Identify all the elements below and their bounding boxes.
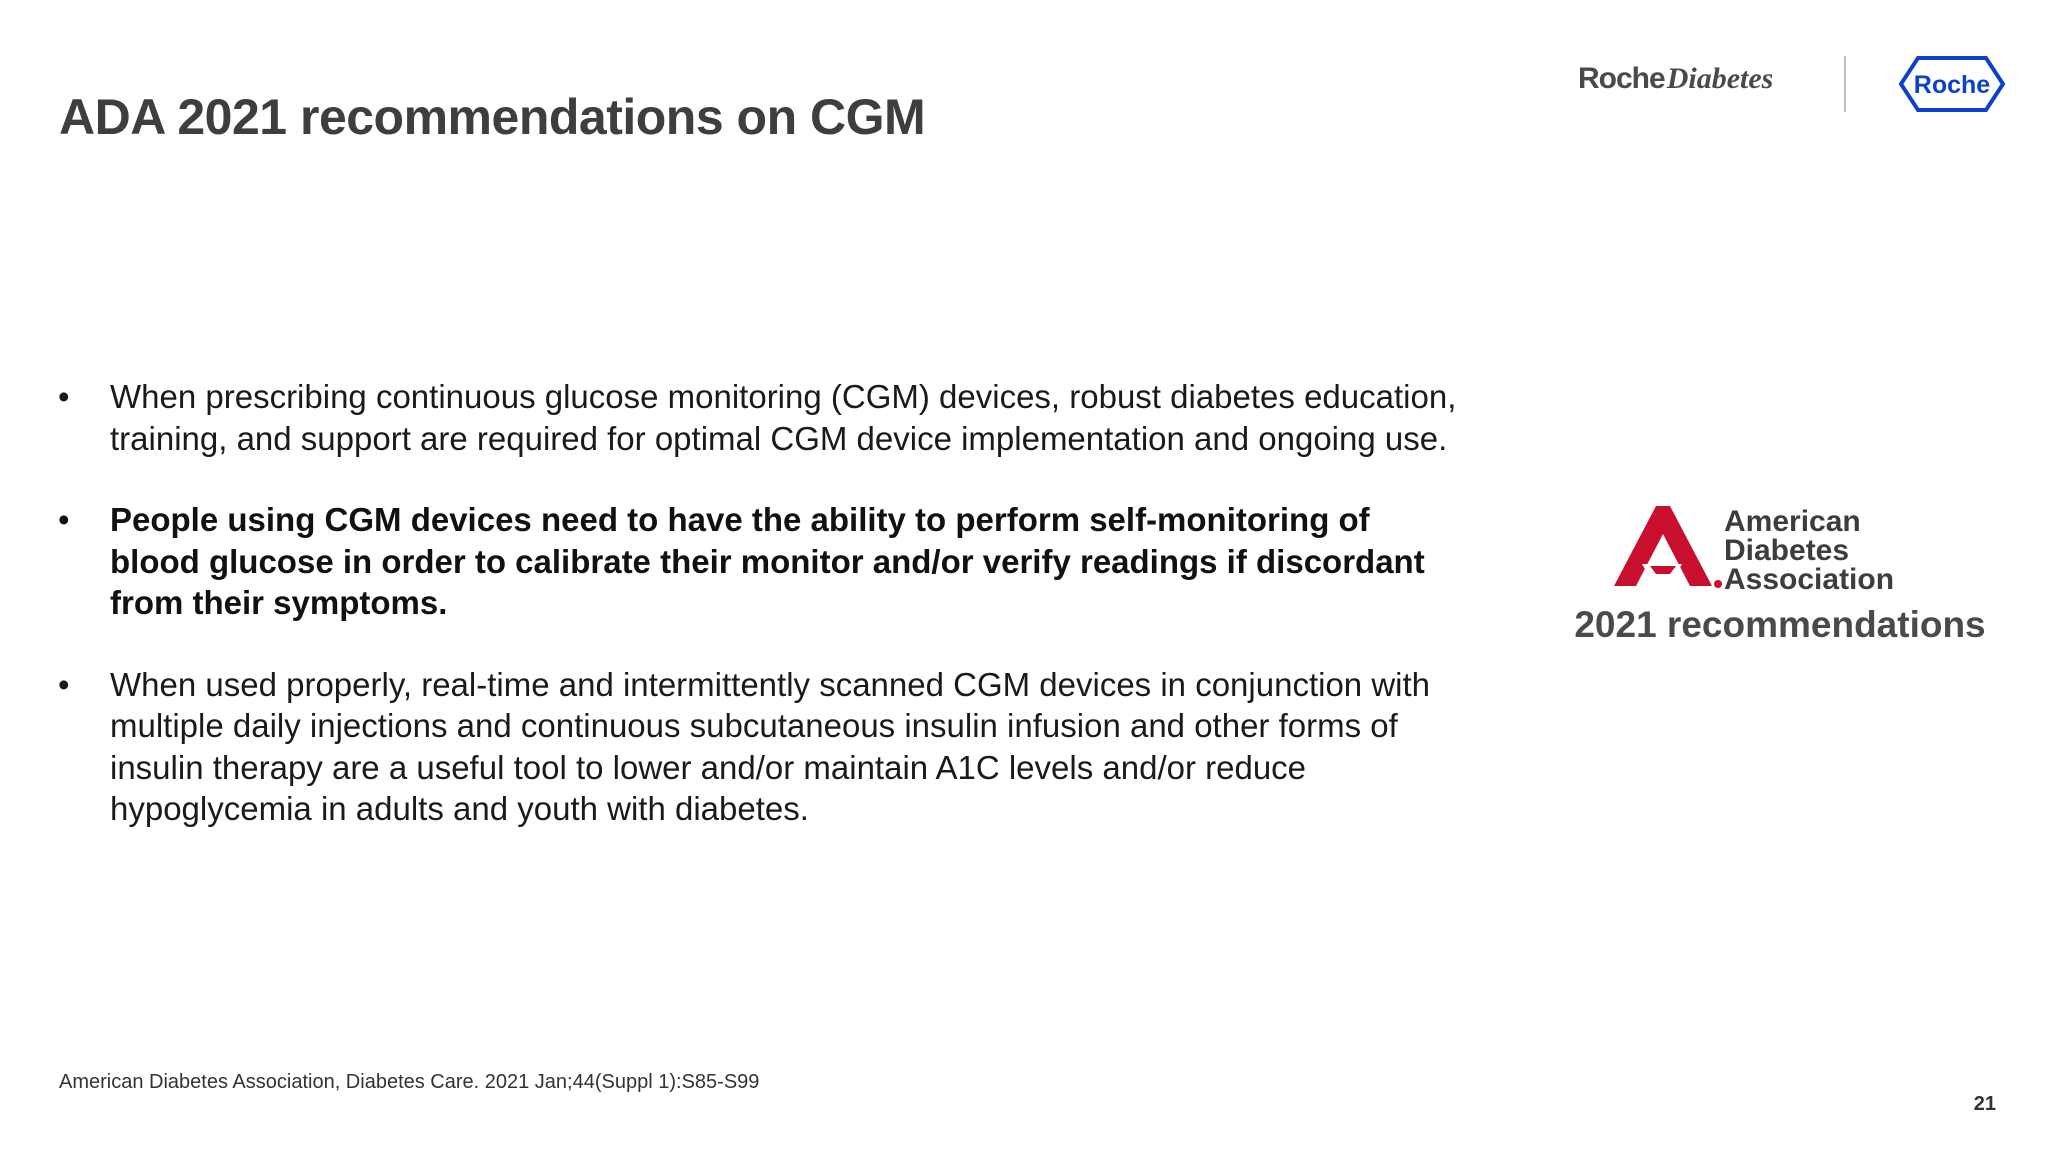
citation: American Diabetes Association, Diabetes Care. 2021 Jan;44(Suppl 1):S85-S99: [59, 1071, 760, 1093]
recommendation-list: [58, 376, 1458, 870]
bullet-marker: •: [58, 665, 70, 703]
bullet-marker: •: [58, 501, 70, 538]
ada-recommendations-label: 2021 recommendations: [1574, 604, 1986, 645]
recommendation-item-1: [58, 376, 1458, 459]
wordmark-diabetes: Diabetes: [1666, 62, 1774, 95]
recommendation-text-3: When used properly, real-time and intermittently scanned CGM devices in conjunction with multiple daily injections and continuous subcutaneous insulin infusion and other forms of insulin therapy are a useful tool to lower and/or maintain A1C levels and/or reduce hypoglycemia in adults and youth with diabetes.: [110, 665, 1430, 827]
brand-divider: [1844, 56, 1846, 112]
recommendation-text-1: When prescribing continuous glucose monitoring (CGM) devices, robust diabetes education, training, and support are required for optimal CGM device implementation and ongoing use.: [110, 378, 1457, 457]
page-number: 21: [1973, 1093, 1996, 1115]
ada-logo-line-diabetes: Diabetes: [1724, 534, 1850, 567]
roche-diabetes-wordmark: [1578, 64, 1773, 94]
roche-hexagon-logo: [1898, 55, 2006, 113]
ada-logo: [1612, 500, 1952, 592]
ada-logo-dot: [1714, 580, 1722, 588]
wordmark-roche: Roche: [1578, 62, 1665, 95]
ada-logo-line-american: American: [1724, 505, 1861, 538]
roche-logo-text: Roche: [1913, 71, 1991, 99]
bullet-marker: •: [58, 378, 70, 415]
ada-logo-line-association: Association: [1724, 563, 1895, 592]
recommendation-item-2: [58, 499, 1458, 624]
recommendation-text-2: People using CGM devices need to have the ability to perform self-monitoring of blood glucose in order to calibrate their monitor and/or verify readings if discordant from their symptoms.: [110, 501, 1425, 621]
ada-triangle-icon: [1614, 506, 1712, 586]
ada-logo-block: [1560, 492, 2000, 652]
slide-title: ADA 2021 recommendations on CGM: [59, 89, 926, 145]
recommendation-item-3: [58, 664, 1458, 830]
